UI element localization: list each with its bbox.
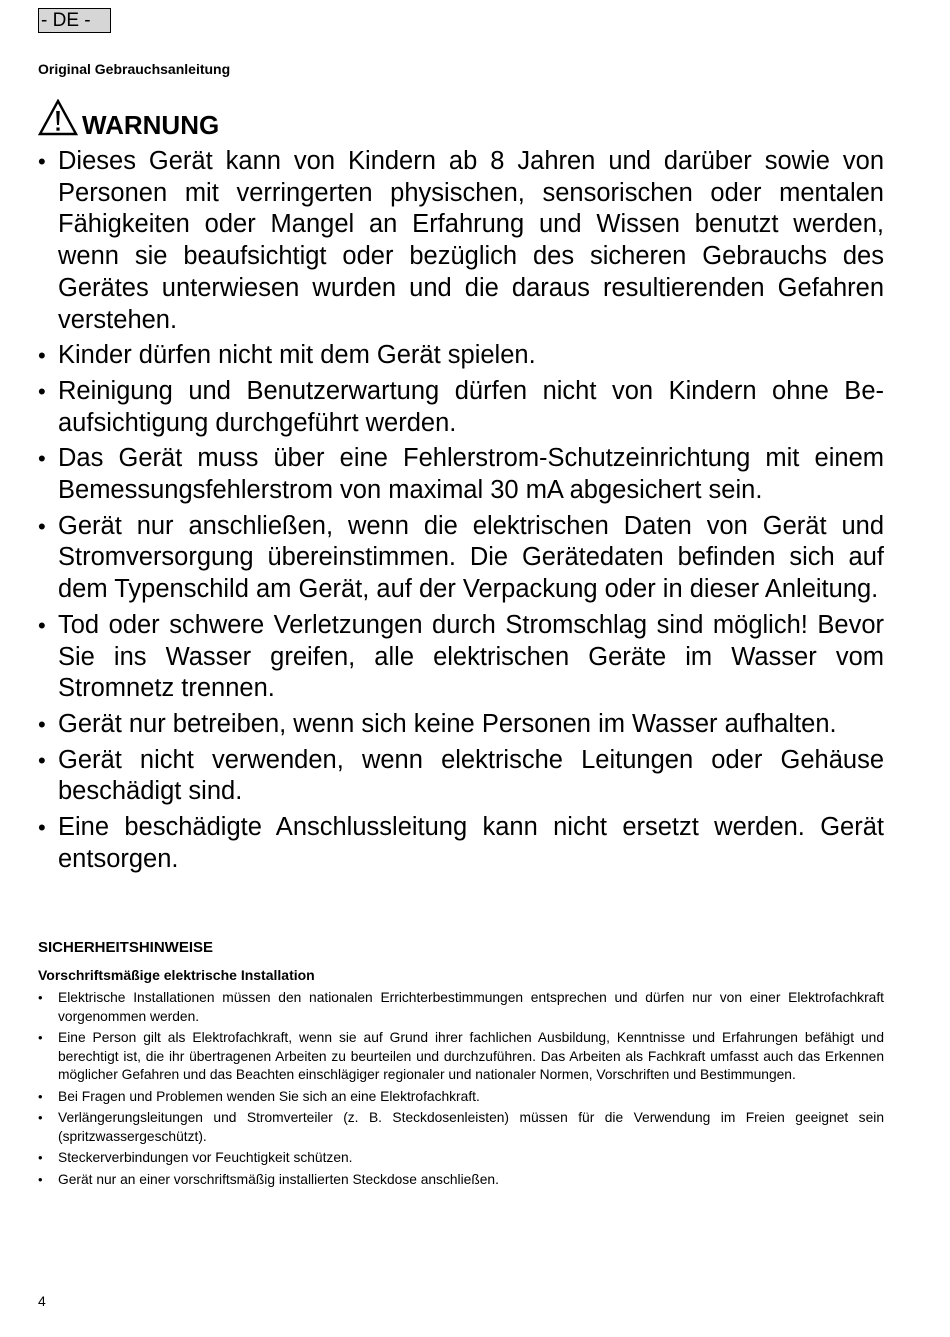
warning-item [38,610,884,705]
installation-item [38,1109,884,1146]
installation-item-text: Elektrische Installationen müssen den nationalen Errichterbestimmungen entsprechen und dürfen nur von einer Elektrofachkraft vorgenommen werden. [58,990,884,1024]
warning-item [38,376,884,439]
warning-item-text: Tod oder schwere Verletzungen durch Stromschlag sind möglich! Bevor Sie ins Wasser greifen, alle elektrischen Geräte im Wasser vom Stromnetz trennen. [58,610,884,703]
bullet-icon: • [38,149,46,174]
warning-item-text: Gerät nur betreiben, wenn sich keine Personen im Wasser aufhalten. [58,709,837,738]
bullet-icon: • [38,1150,43,1165]
bullet-icon: • [38,1088,43,1104]
installation-item-text: Verlängerungsleitungen und Stromverteiler (z. B. Steckdosenleisten) müssen für die Verwendung im Freien geeignet sein (spritzwassergeschützt). [58,1110,884,1144]
installation-item-text: Gerät nur an einer vorschriftsmäßig installierten Steckdose anschließen. [58,1171,499,1187]
page-number: 4 [38,1293,46,1309]
bullet-icon: • [38,1110,43,1125]
installation-item [38,1029,884,1085]
installation-list [38,989,884,1192]
installation-item [38,1149,884,1168]
warning-item-text: Kinder dürfen nicht mit dem Gerät spielen. [58,341,536,370]
bullet-icon: • [38,990,43,1005]
warning-heading [38,98,219,140]
section-subheading: Vorschriftsmäßige elektrische Installation [38,967,315,983]
installation-item-text: Steckerverbindungen vor Feuchtigkeit schützen. [58,1150,353,1165]
language-tag: - DE - [38,8,111,33]
warning-item [38,146,884,336]
warning-item-text: Dieses Gerät kann von Kindern ab 8 Jahren und darüber sowie von Personen mit verringerten physischen, sensorischen oder mentalen Fähigkeiten oder Mangel an Erfahrung und Wissen benutzt werden, wenn sie beaufsichtigt oder bezüglich des sicheren Gebrauchs des Gerätes unterwiesen wurden und die daraus resultierenden Gefahren verstehen. [58,147,884,334]
installation-item-text: Bei Fragen und Problemen wenden Sie sich an eine Elektrofachkraft. [58,1088,480,1104]
warning-item-text: Gerät nur anschließen, wenn die elektrischen Daten von Gerät und Stromversorgung übereinstimmen. Die Gerätedaten befinden sich auf dem Typenschild am Gerät, auf der Verpackung oder in dieser Anleitung. [58,511,884,604]
warning-item [38,340,884,372]
installation-item-text: Eine Person gilt als Elektrofachkraft, wenn sie auf Grund ihrer fachlichen Ausbildung, Kenntnisse und Erfahrungen befähigt und berechtigt ist, die ihr übertragenen Arbeiten zu beurteilen und durchzuführen. Das Arbeiten als Fachkraft umfasst auch das Erkennen möglicher Gefahren und das Beachten einschlägiger regionaler und nationaler Normen, Vorschriften und Bestimmungen. [58,1030,884,1082]
installation-item [38,1171,884,1190]
warning-item [38,709,884,741]
warning-item [38,812,884,875]
warning-item-text: Gerät nicht verwenden, wenn elektrische Leitungen oder Gehäuse beschädigt sind. [58,745,884,806]
bullet-icon: • [38,711,46,737]
bullet-icon: • [38,815,46,841]
warning-item-text: Reinigung und Benutzerwartung dürfen nicht von Kindern ohne Beaufsichtigung durchgeführt werden. [58,376,884,437]
document-subtitle: Original Gebrauchsanleitung [38,61,231,77]
warning-item [38,511,884,606]
warning-item-text: Eine beschädigte Anschlussleitung kann nicht ersetzt werden. Gerät entsorgen. [58,813,884,873]
bullet-icon: • [38,612,46,638]
warning-triangle-icon [38,99,78,136]
warning-item [38,745,884,808]
bullet-icon: • [38,343,46,369]
installation-item [38,989,884,1026]
bullet-icon: • [38,513,46,539]
bullet-icon: • [38,747,46,773]
bullet-icon: • [38,1171,43,1187]
warning-title: WARNUNG [82,110,220,140]
bullet-icon: • [38,1030,43,1045]
bullet-icon: • [38,446,46,472]
warning-item [38,443,884,506]
warning-list [38,146,884,879]
installation-item [38,1088,884,1107]
section-heading: SICHERHEITSHINWEISE [38,939,214,956]
bullet-icon: • [38,378,46,404]
warning-item-text: Das Gerät muss über eine Fehlerstrom-Schutzeinrichtung mit einem Bemessungsfehlerstrom von maximal 30 mA abgesichert sein. [58,444,884,505]
